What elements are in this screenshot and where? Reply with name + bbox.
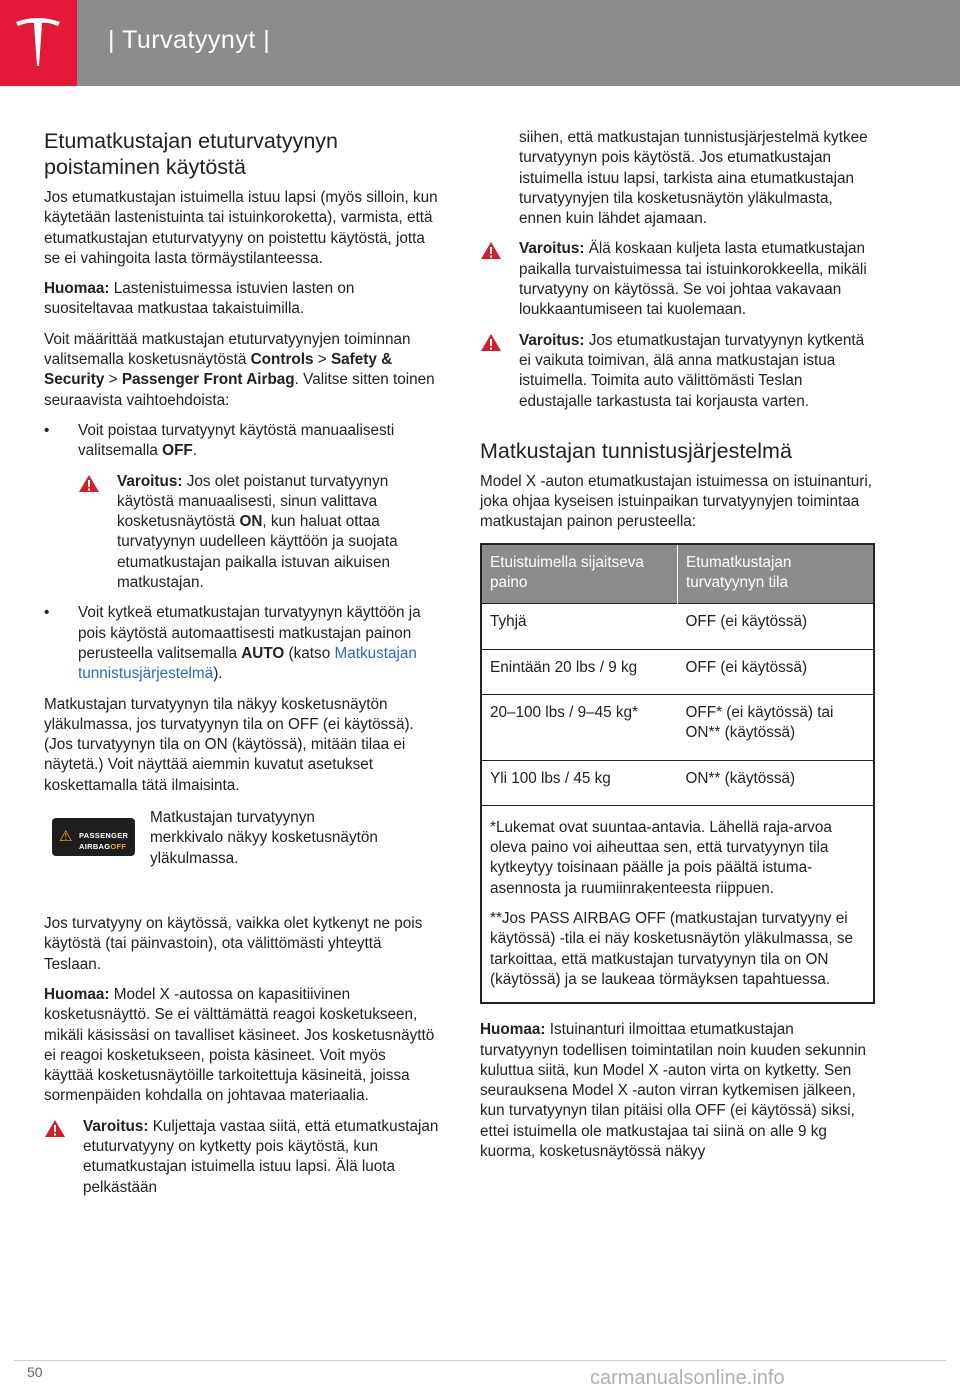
table-note-approximate: *Lukemat ovat suuntaa-antavia. Lähellä raja-arvoa oleva paino voi aiheuttaa sen, että turvatyynyn tila kytkeytyy toisinaan päälle ja pois päältä istuma-asennosta ja ruumiinrakenteesta riippuen. bbox=[490, 818, 832, 897]
table-header-row bbox=[481, 544, 874, 604]
menu-controls: Controls bbox=[250, 351, 314, 369]
warning-label: Varoitus: bbox=[83, 1117, 149, 1135]
badge-caption: Matkustajan turvatyynyn merkkivalo näkyy kosketusnäytön yläkulmassa. bbox=[150, 809, 378, 867]
warning-label: Varoitus: bbox=[117, 472, 183, 490]
warning-triangle-icon bbox=[78, 474, 100, 493]
paragraph-child-warning: Jos etumatkustajan istuimella istuu lapsi (myös silloin, kun käytetään lastenistuinta tai istuinkoroketta), varmista, että etumatkustajan etuturvatyyny on poistettu käytöstä, jotta se ei vahingoita lasta törmäystilanteessa. bbox=[44, 189, 438, 267]
note-rear-seats bbox=[44, 279, 439, 320]
bullet-end: . bbox=[192, 442, 198, 460]
table-cell: 20–100 lbs / 9–45 kg* bbox=[481, 694, 678, 760]
bullet-end: ). bbox=[213, 665, 223, 683]
note-label: Huomaa: bbox=[44, 280, 110, 298]
table-notes-row bbox=[481, 805, 874, 1003]
bullet-icon: • bbox=[44, 604, 50, 622]
note-text: Lastenistuimessa istuvien lasten on suositeltavaa matkustaa takaistuimilla. bbox=[44, 280, 355, 318]
settings-intro: Voit määrittää matkustajan etuturvatyynyjen toiminnan valitsemalla kosketusnäytöstä bbox=[44, 330, 411, 369]
warning-triangle-icon bbox=[480, 241, 502, 260]
page-number: 50 bbox=[27, 1364, 43, 1380]
table-cell: Tyhjä bbox=[481, 604, 678, 649]
table-row bbox=[481, 604, 874, 649]
left-column bbox=[44, 128, 439, 1208]
note-sensor-delay bbox=[480, 1020, 875, 1162]
warning-driver-responsibility bbox=[44, 1117, 439, 1198]
table-cell: OFF (ei käytössä) bbox=[678, 604, 875, 649]
badge-off: OFF bbox=[110, 842, 127, 852]
warning-label: Varoitus: bbox=[519, 331, 585, 349]
option-off: OFF bbox=[162, 442, 193, 460]
list-item-manual-off bbox=[44, 421, 439, 462]
badge-line1: PASSENGER bbox=[79, 831, 129, 841]
badge-line2 bbox=[79, 837, 126, 857]
warning-text-end: , kun haluat ottaa turvatyynyn uudelleen käyttöön ja suojata etumatkustajan paikalla istuvan aikuisen matkustajan. bbox=[117, 513, 398, 592]
tesla-logo bbox=[0, 0, 77, 86]
paragraph-seat-sensor: Model X -auton etumatkustajan istuimessa on istuinanturi, joka ohjaa kyseisen istuinpaikan turvatyynyjen toimintaa matkustajan painon perusteella: bbox=[480, 472, 872, 531]
menu-passenger-front-airbag: Passenger Front Airbag bbox=[121, 371, 295, 389]
warning-label: Varoitus: bbox=[519, 240, 585, 258]
warning-text: Älä koskaan kuljeta lasta etumatkustajan paikalla turvaistuimessa tai istuinkorokkeella, mikäli turvatyyny on käytössä. Se voi johtaa vakavaan loukkaantumiseen tai kuolemaan. bbox=[519, 240, 867, 319]
note-label: Huomaa: bbox=[480, 1021, 546, 1039]
table-cell: ON** (käytössä) bbox=[678, 760, 875, 805]
passenger-airbag-off-badge[interactable] bbox=[52, 818, 135, 856]
option-on: ON bbox=[239, 513, 263, 531]
table-notes bbox=[481, 805, 874, 1003]
warning-continuation: siihen, että matkustajan tunnistusjärjestelmä kytkee turvatyynyn pois käytöstä. Jos etumatkustajan istuimella istuu lapsi, tarkista aina etumatkustajan turvatyynyjen tila kosketusnäytön yläkulmasta, ennen kuin lähdet ajamaan. bbox=[519, 129, 868, 228]
paragraph-contact-tesla: Jos turvatyyny on käytössä, vaikka olet kytkenyt ne pois käytöstä (tai päinvastoin), ota välittömästi yhteyttä Teslaan. bbox=[44, 915, 423, 973]
right-column bbox=[480, 128, 875, 1172]
warning-text: Kuljettaja vastaa siitä, että etumatkustajan etuturvatyyny on kytketty pois käytöstä, kun etumatkustajan istuimella istuu lapsi. Älä luota pelkästään bbox=[83, 1117, 439, 1196]
page-header bbox=[0, 0, 960, 86]
note-capacitive-screen bbox=[44, 985, 439, 1107]
link-occupant-detection[interactable]: Matkustajan tunnistusjärjestelmä bbox=[78, 644, 417, 683]
airbag-indicator-row bbox=[44, 808, 439, 904]
heading-occupant-detection: Matkustajan tunnistusjärjestelmä bbox=[480, 438, 792, 463]
table-note-pass-airbag: **Jos PASS AIRBAG OFF (matkustajan turvatyyny ei käytössä) -tila ei näy kosketusnäytön yläkulmassa, se tarkoittaa, että matkustajan turvatyynyn tila on ON (käytössä) ja se laukeaa törmäyksen tapahtuessa. bbox=[490, 910, 854, 988]
warning-text: Jos olet poistanut turvatyynyn käytöstä manuaalisesti, sinun valittava kosketusnäytöstä bbox=[117, 472, 389, 531]
table-header-weight: Etuistuimella sijaitseva paino bbox=[481, 544, 678, 604]
heading-disable-airbag: Etumatkustajan etuturvatyynyn poistaminen käytöstä bbox=[44, 129, 338, 179]
table-header-status: Etumatkustajan turvatyynyn tila bbox=[678, 544, 875, 604]
warning-text: Jos etumatkustajan turvatyynyn kytkentä ei vaikuta toimivan, älä anna matkustajan istua istuimella. Toimita auto välittömästi Teslan edustajalle tarkastusta tai korjausta varten. bbox=[519, 331, 865, 410]
warning-airbag-switch bbox=[480, 331, 875, 412]
table-cell: OFF* (ei käytössä) tai ON** (käytössä) bbox=[678, 694, 875, 760]
note-text: Istuinanturi ilmoittaa etumatkustajan turvatyynyn todellisen toimintatilan noin kuuden sekunnin kuluttua siitä, kun Model X -auton virta on kytketty. Sen seurauksena Model X -auton virran kytkemisen jälkeen, kun turvatyynyn tilan pitäisi olla OFF (ei käytössä) siksi, ettei istuimella ole matkustajaa tai siinä on alle 9 kg kuorma, kosketusnäytössä näkyy bbox=[480, 1021, 867, 1160]
note-label: Huomaa: bbox=[44, 985, 110, 1003]
settings-outro: . Valitse sitten toinen seuraavista vaihtoehdoista: bbox=[44, 371, 435, 409]
paragraph-status-indicator: Matkustajan turvatyynyn tila näkyy kosketusnäytön yläkulmassa, jos turvatyynyn tila on OFF (ei käytössä). (Jos turvatyynyn tila on ON (käytössä), mitään tilaa ei näytetä.) Voit näyttää aiemmin kuvatut asetukset koskettamalla tätä ilmaisinta. bbox=[44, 695, 414, 794]
bullet-text: Voit kytkeä etumatkustajan turvatyynyn käyttöön ja pois käytöstä automaattisesti matkustajan painon perusteella valitsemalla bbox=[78, 604, 421, 662]
warning-triangle-icon bbox=[44, 1119, 66, 1138]
paragraph-settings-path bbox=[44, 330, 439, 411]
warning-child-seat bbox=[480, 239, 875, 320]
footer-divider bbox=[14, 1360, 946, 1361]
menu-safety-security: Safety & Security bbox=[44, 351, 393, 389]
table-row bbox=[481, 694, 874, 760]
warning-manual-disable bbox=[78, 472, 439, 594]
option-auto: AUTO bbox=[241, 644, 285, 662]
airbag-icon: ⚠ bbox=[59, 828, 73, 846]
note-text: Model X -autossa on kapasitiivinen kosketusnäyttö. Se ei välttämättä reagoi kosketukseen, mikäli käsissäsi on tavalliset käsineet. Jos kosketusnäyttö ei reagoi kosketukseen, poista käsineet. Voit myös käyttää kosketusnäytöille tarkoitettuja käsineitä, joissa sormenpäiden kohdalla on johtavaa materiaalia. bbox=[44, 985, 435, 1105]
table-row bbox=[481, 760, 874, 805]
table-row bbox=[481, 649, 874, 694]
bullet-icon: • bbox=[44, 421, 50, 439]
warning-triangle-icon bbox=[480, 333, 502, 352]
weight-status-table bbox=[480, 543, 875, 1004]
path-separator: > bbox=[313, 351, 331, 369]
list-item-auto bbox=[44, 603, 439, 684]
path-separator: > bbox=[108, 371, 122, 389]
bullet-text-mid: (katso bbox=[284, 644, 335, 662]
badge-airbag: AIRBAG bbox=[79, 842, 111, 852]
watermark: carmanualsonline.info bbox=[590, 1367, 785, 1389]
tesla-logo-icon bbox=[14, 16, 62, 68]
section-title: | Turvatyynyt | bbox=[108, 26, 271, 54]
table-cell: Enintään 20 lbs / 9 kg bbox=[481, 649, 678, 694]
bullet-text: Voit poistaa turvatyynyt käytöstä manuaalisesti valitsemalla bbox=[78, 421, 395, 460]
table-cell: Yli 100 lbs / 45 kg bbox=[481, 760, 678, 805]
table-cell: OFF (ei käytössä) bbox=[678, 649, 875, 694]
